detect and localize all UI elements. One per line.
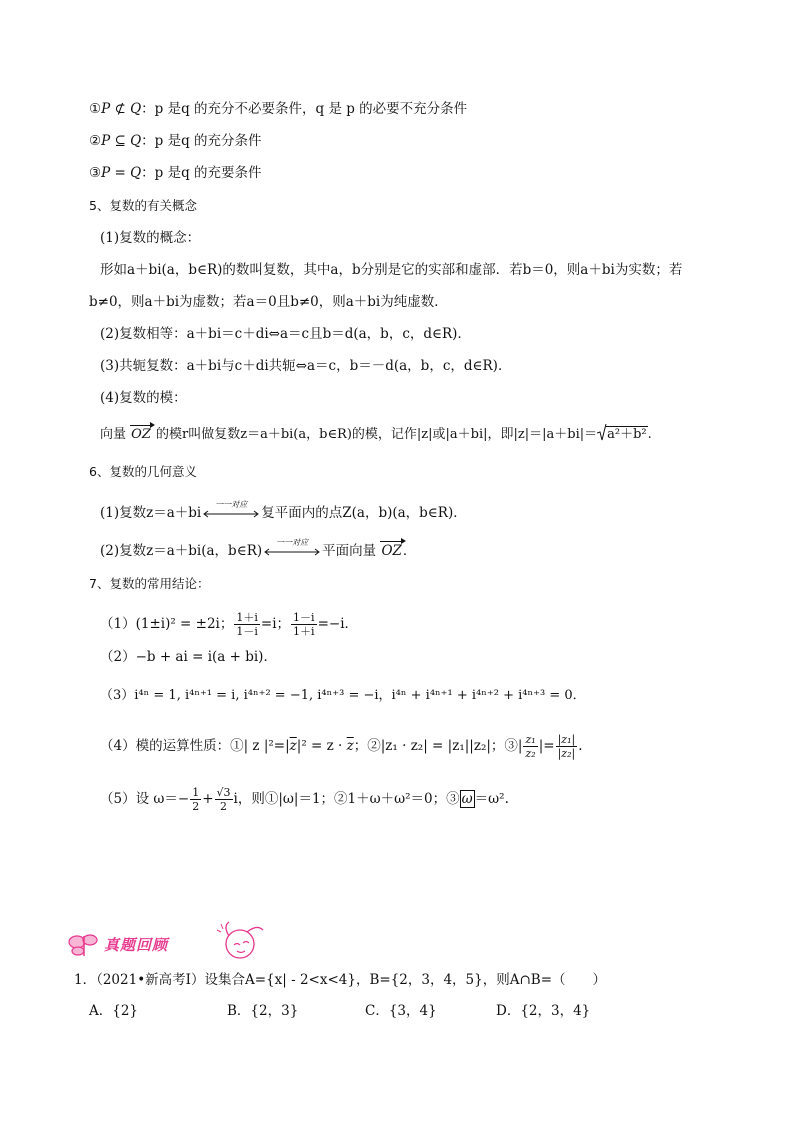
double-arrow-icon: 一一对应 <box>263 542 321 562</box>
s5-concept-label: (1)复数的概念： <box>100 230 201 246</box>
s7-result-1: （1）(1±i)² = ±2i； $\frac{1+i}{1-i}$ =i； $\frac{1-i}{1+i}$ =−i． <box>100 611 359 638</box>
option-a: A．{2} <box>89 1003 139 1019</box>
s6-line-2: (2)复数z＝a＋bi(a，b∈R) 一一对应 平面向量 OZ． <box>100 541 416 562</box>
option-c: C．{3，4} <box>365 1003 437 1019</box>
vector-oz: OZ <box>381 543 402 559</box>
question-1-stem: 1．（2021•新高考Ⅰ）设集合A={x| - 2<x<4}，B={2，3，4，5}，则A∩B=（ ） <box>74 972 607 988</box>
s7-result-5: （5）设 ω＝− $\frac{1}{2}$ + $\frac{√3}{2}$ i，则①|ω|＝1；②1＋ω＋ω²＝0；③ $\overline{\omega} =\omega^2$. <box>100 786 509 813</box>
review-section-title: 真题回顾 <box>66 926 206 962</box>
vector-oz: OZ <box>130 425 152 445</box>
s5-concept-text-1: 形如a＋bi(a，b∈R)的数叫复数，其中a，b分别是它的实部和虚部．若b＝0，则a＋bi为实数；若 <box>100 262 683 278</box>
s5-modulus-label: (4)复数的模： <box>100 390 187 406</box>
s5-conjugate: (3)共轭复数：a＋bi与c＋di共轭⇔a＝c，b＝－d(a，b，c，d∈R)． <box>100 358 512 374</box>
condition-line-3: ③P = Q：p 是q 的充要条件 <box>89 165 262 181</box>
option-b: B．{2，3} <box>227 1003 299 1019</box>
section-7-heading: 7、复数的常用结论： <box>89 576 210 591</box>
s7-result-3: （3）i⁴ⁿ = 1, i⁴ⁿ⁺¹ = i, i⁴ⁿ⁺² = −1, i⁴ⁿ⁺³ = −i，i⁴ⁿ + i⁴ⁿ⁺¹ + i⁴ⁿ⁺² + i⁴ⁿ⁺³ = 0． <box>100 688 586 703</box>
section-5-heading: 5、复数的有关概念 <box>89 198 197 213</box>
s5-concept-text-2: b≠0，则a＋bi为虚数；若a＝0且b≠0，则a＋bi为纯虚数． <box>89 294 448 310</box>
butterfly-icon <box>66 930 102 960</box>
s5-modulus-text: 向量 OZ 的模r叫做复数z＝a＋bi(a，b∈R)的模，记作|z|或|a＋bi|，即|z|＝|a＋bi|＝ a²＋b². <box>100 425 652 445</box>
s7-result-4: （4）模的运算性质：①| z $|^2=|\overline{z}|^2 = z \cdot \overline{z}$；②|z₁ · z₂| = |z₁||z₂|；③| $\frac{\text{z₁}}{\text{z₂}}$ |= $\frac{\text{|z₁|}}{\text{|z₂|}}$ . <box>100 733 583 760</box>
condition-line-1: ①P ⊄ Q：p 是q 的充分不必要条件，q 是 p 的必要不充分条件 <box>89 101 468 117</box>
section-6-heading: 6、复数的几何意义 <box>89 464 197 479</box>
s6-line-1: (1)复数z＝a＋bi 一一对应 复平面内的点Z(a，b)(a，b∈R)． <box>100 503 467 524</box>
s5-equality: (2)复数相等：a＋bi＝c＋di⇔a＝c且b＝d(a，b，c，d∈R)． <box>100 326 471 342</box>
sqrt-symbol: a²＋b² <box>597 425 648 445</box>
option-d: D．{2，3，4} <box>496 1003 591 1019</box>
condition-line-2: ②P ⊆ Q：p 是q 的充分条件 <box>89 133 262 149</box>
cartoon-character-icon <box>213 918 271 962</box>
s7-result-2: （2）−b + ai = i(a + bi)． <box>100 649 277 665</box>
double-arrow-icon: 一一对应 <box>202 504 260 524</box>
